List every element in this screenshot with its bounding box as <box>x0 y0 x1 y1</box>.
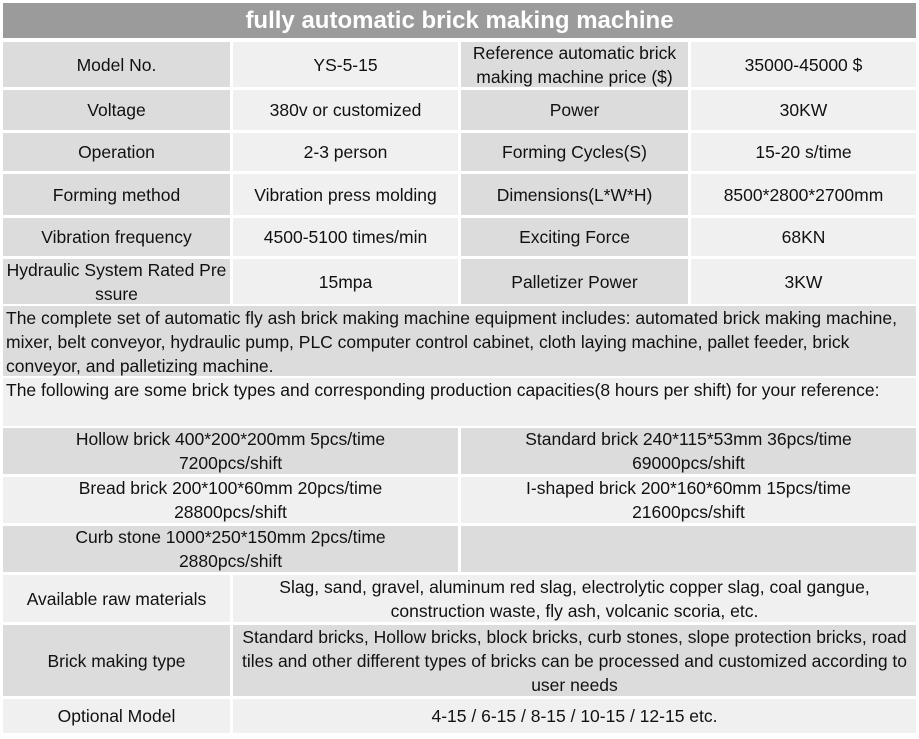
spec-value-operation: 2-3 person <box>233 133 458 171</box>
equipment-note <box>3 306 916 376</box>
brick-capacity-bread <box>3 477 458 523</box>
spec-label-exciting-force: Exciting Force <box>461 218 688 256</box>
brick-making-type-value: Standard bricks, Hollow bricks, block bricks, curb stones, slope protection bricks, road tiles and other different types of bricks can be processed and customized according to user needs <box>233 625 916 696</box>
sheet-title: fully automatic brick making machine <box>3 3 916 38</box>
spec-value-dimensions: 8500*2800*2700mm <box>691 174 916 215</box>
spec-value-price: 35000-45000 $ <box>691 42 916 87</box>
brick-shift-output: 69000pcs/shift <box>632 453 745 473</box>
spec-label-dimensions: Dimensions(L*W*H) <box>461 174 688 215</box>
spec-label-palletizer-power: Palletizer Power <box>461 259 688 304</box>
spec-value-vibration-frequency: 4500-5100 times/min <box>233 218 458 256</box>
spec-label-forming-method: Forming method <box>3 174 230 215</box>
brick-shift-output: 28800pcs/shift <box>174 502 287 522</box>
brick-capacity-empty <box>461 526 916 572</box>
capacity-note <box>3 378 916 426</box>
optional-model-label: Optional Model <box>3 699 230 733</box>
brick-spec: Bread brick 200*100*60mm 20pcs/time <box>78 478 383 498</box>
capacity-note-text: The following are some brick types and corresponding production capacities(8 hours per shift) for your reference: <box>6 380 880 400</box>
raw-materials-value: Slag, sand, gravel, aluminum red slag, electrolytic copper slag, coal gangue, construction waste, fly ash, volcanic scoria, etc. <box>233 575 916 622</box>
spec-label-power: Power <box>461 90 688 130</box>
brick-spec: I-shaped brick 200*160*60mm 15pcs/time <box>526 478 851 498</box>
optional-model-value: 4-15 / 6-15 / 8-15 / 10-15 / 12-15 etc. <box>233 699 916 733</box>
brick-capacity-hollow <box>3 428 458 474</box>
brick-capacity-i-shaped <box>461 477 916 523</box>
spec-value-model: YS-5-15 <box>233 42 458 87</box>
brick-shift-output: 7200pcs/shift <box>178 453 283 473</box>
brick-spec: Standard brick 240*115*53mm 36pcs/time <box>525 429 852 449</box>
brick-spec: Curb stone 1000*250*150mm 2pcs/time <box>75 527 386 547</box>
spec-label-model: Model No. <box>3 42 230 87</box>
spec-value-palletizer-power: 3KW <box>691 259 916 304</box>
spec-label-price: Reference automatic brick making machine price ($) <box>461 42 688 87</box>
brick-shift-output: 2880pcs/shift <box>178 551 283 571</box>
brick-making-type-label: Brick making type <box>3 625 230 696</box>
brick-capacity-standard <box>461 428 916 474</box>
spec-label-hydraulic-pressure: Hydraulic System Rated Pressure <box>3 259 230 304</box>
brick-capacity-curb-stone <box>3 526 458 572</box>
spec-value-voltage: 380v or customized <box>233 90 458 130</box>
spec-value-hydraulic-pressure: 15mpa <box>233 259 458 304</box>
spec-value-exciting-force: 68KN <box>691 218 916 256</box>
spec-label-voltage: Voltage <box>3 90 230 130</box>
spec-value-forming-method: Vibration press molding <box>233 174 458 215</box>
spec-label-forming-cycles: Forming Cycles(S) <box>461 133 688 171</box>
spec-value-power: 30KW <box>691 90 916 130</box>
spec-label-operation: Operation <box>3 133 230 171</box>
spec-label-vibration-frequency: Vibration frequency <box>3 218 230 256</box>
raw-materials-label: Available raw materials <box>3 575 230 622</box>
spec-value-forming-cycles: 15-20 s/time <box>691 133 916 171</box>
equipment-note-text: The complete set of automatic fly ash brick making machine equipment includes: automated brick making machine, mixer, belt conveyor, hydraulic pump, PLC computer control cabinet, cloth laying machine, pallet feeder, brick conveyor, and palletizing machine. <box>6 308 897 376</box>
brick-spec: Hollow brick 400*200*200mm 5pcs/time <box>75 429 386 449</box>
brick-shift-output: 21600pcs/shift <box>632 502 745 522</box>
